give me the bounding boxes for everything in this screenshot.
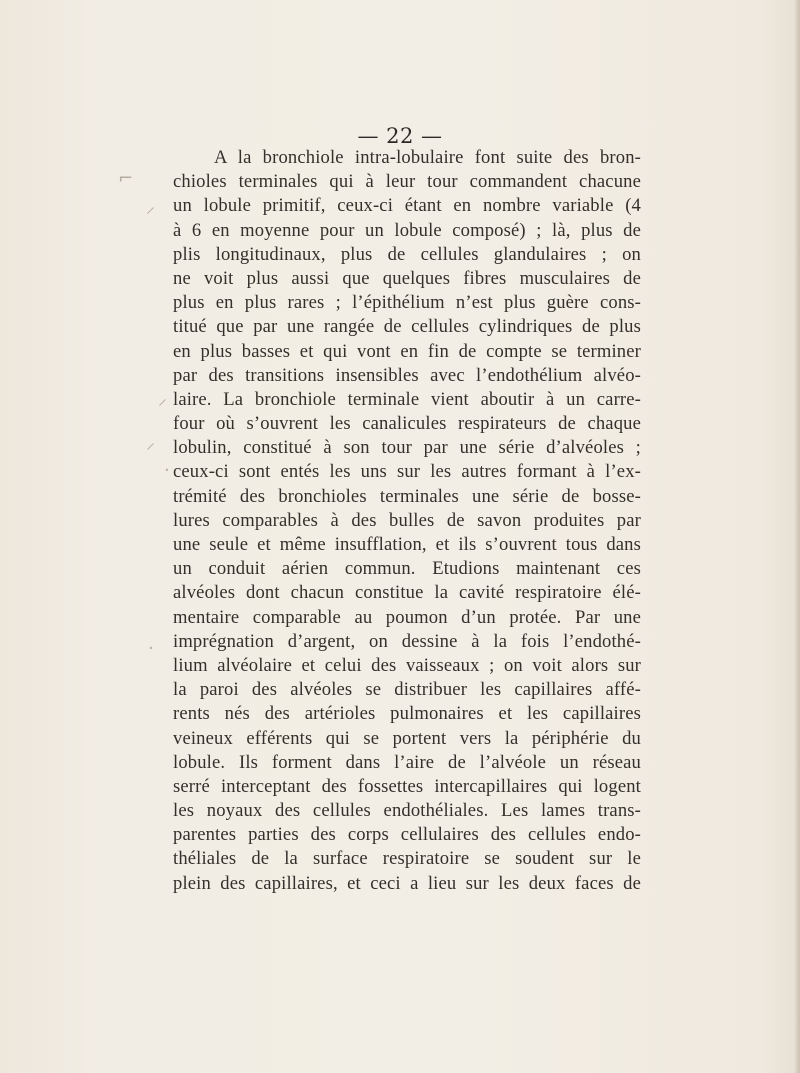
text-line: la paroi des alvéoles se distribuer les capillaires affé-: [173, 679, 641, 701]
text-line: à 6 en moyenne pour un lobule composé) ; là, plus de: [173, 219, 641, 241]
text-line: lobule. Ils forment dans l’aire de l’alvéole un réseau: [173, 751, 641, 773]
text-line: plis longitudinaux, plus de cellules glandulaires ; on: [173, 243, 641, 265]
text-line: en plus basses et qui vont en fin de compte se terminer: [173, 340, 641, 362]
text-line: four où s’ouvrent les canalicules respirateurs de chaque: [173, 413, 641, 435]
margin-pencil-mark: ⸍: [146, 204, 155, 225]
text-line: lures comparables à des bulles de savon produites par: [173, 509, 641, 531]
text-line: par des transitions insensibles avec l’endothélium alvéo-: [173, 364, 641, 386]
text-line: plein des capillaires, et ceci a lieu sur les deux faces de: [173, 872, 641, 894]
text-line: ceux-ci sont entés les uns sur les autres formant à l’ex-: [173, 461, 641, 483]
body-text: [173, 146, 641, 896]
text-line: une seule et même insufflation, et ils s’ouvrent tous dans: [173, 534, 641, 555]
margin-pencil-mark: ⌐: [118, 168, 134, 189]
text-line: un lobule primitif, ceux-ci étant en nombre variable (4: [173, 195, 641, 217]
text-line: A la bronchiole intra-lobulaire font suite des bron-: [214, 147, 641, 168]
text-line: imprégnation d’argent, on dessine à la fois l’endothé-: [173, 630, 641, 652]
margin-pencil-mark: ·: [164, 460, 170, 481]
text-line: trémité des bronchioles terminales une série de bosse-: [173, 485, 641, 507]
text-line: plus en plus rares ; l’épithélium n’est plus guère cons-: [173, 292, 641, 314]
text-line: titué que par une rangée de cellules cylindriques de plus: [173, 316, 641, 338]
text-line: veineux efférents qui se portent vers la périphérie du: [173, 727, 641, 749]
text-line: parentes parties des corps cellulaires des cellules endo-: [173, 824, 641, 846]
margin-pencil-mark: ·: [148, 638, 154, 659]
text-line: serré interceptant des fossettes intercapillaires qui logent: [173, 775, 641, 797]
text-line: laire. La bronchiole terminale vient aboutir à un carre-: [173, 388, 641, 410]
page-edge-shadow: [794, 0, 800, 1073]
page-number: — 22 —: [357, 124, 443, 148]
text-line: théliales de la surface respiratoire se soudent sur le: [173, 848, 641, 870]
text-line: mentaire comparable au poumon d’un protée. Par une: [173, 606, 641, 628]
text-line: lobulin, constitué à son tour par une série d’alvéoles ;: [173, 437, 641, 459]
text-line: un conduit aérien commun. Etudions maintenant ces: [173, 558, 641, 580]
text-line: chioles terminales qui à leur tour commandent chacune: [173, 171, 641, 193]
margin-pencil-mark: ⸍: [146, 440, 155, 461]
text-line: alvéoles dont chacun constitue la cavité respiratoire élé-: [173, 582, 641, 604]
text-line: rents nés des artérioles pulmonaires et les capillaires: [173, 703, 641, 725]
text-line: ne voit plus aussi que quelques fibres musculaires de: [173, 267, 641, 289]
margin-pencil-mark: ⸍: [158, 396, 167, 417]
text-line: lium alvéolaire et celui des vaisseaux ; on voit alors sur: [173, 654, 641, 676]
text-line: les noyaux des cellules endothéliales. Les lames trans-: [173, 800, 641, 822]
